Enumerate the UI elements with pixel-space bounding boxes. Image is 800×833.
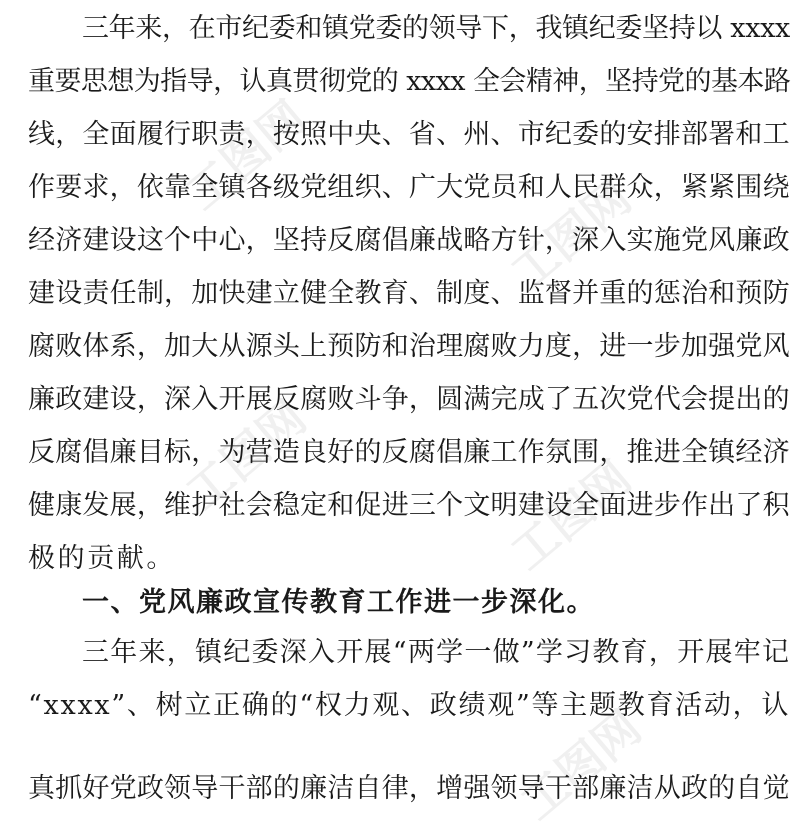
- paragraph-line: 反腐倡廉目标，为营造良好的反腐倡廉工作氛围，推进全镇经济: [28, 437, 790, 468]
- paragraph-line: “xxxx”、树立正确的“权力观、政绩观”等主题教育活动，认: [28, 690, 791, 721]
- watermark: 工图网: [175, 90, 317, 221]
- paragraph-line: 腐败体系，加大从源头上预防和治理腐败力度，进一步加强党风: [28, 331, 790, 362]
- watermark: 工图网: [500, 450, 642, 581]
- paragraph-line: 真抓好党政领导干部的廉洁自律，增强领导干部廉洁从政的自觉: [28, 773, 790, 804]
- paragraph-line: 廉政建设，深入开展反腐败斗争，圆满完成了五次党代会提出的: [28, 384, 790, 415]
- paragraph-line: 健康发展，维护社会稳定和促进三个文明建设全面进步作出了积: [28, 490, 790, 521]
- watermark: 工图网: [510, 700, 652, 831]
- watermark: 工图网: [175, 390, 317, 521]
- watermark: 工图网: [500, 170, 642, 301]
- paragraph-line: 重要思想为指导，认真贯彻党的 xxxx 全会精神，坚持党的基本路: [28, 66, 791, 97]
- paragraph-line: 极的贡献。: [28, 543, 176, 574]
- paragraph-line: 三年来，镇纪委深入开展“两学一做”学习教育，开展牢记: [82, 637, 791, 668]
- section-heading: 一、党风廉政宣传教育工作进一步深化。: [82, 587, 595, 618]
- paragraph-line: 经济建设这个中心，坚持反腐倡廉战略方针，深入实施党风廉政: [28, 225, 790, 256]
- paragraph-line: 三年来，在市纪委和镇党委的领导下，我镇纪委坚持以 xxxx: [82, 13, 790, 44]
- paragraph-line: 作要求，依靠全镇各级党组织、广大党员和人民群众，紧紧围绕: [28, 172, 790, 203]
- paragraph-line: 建设责任制，加快建立健全教育、制度、监督并重的惩治和预防: [28, 278, 790, 309]
- paragraph-line: 线，全面履行职责，按照中央、省、州、市纪委的安排部署和工: [28, 119, 790, 150]
